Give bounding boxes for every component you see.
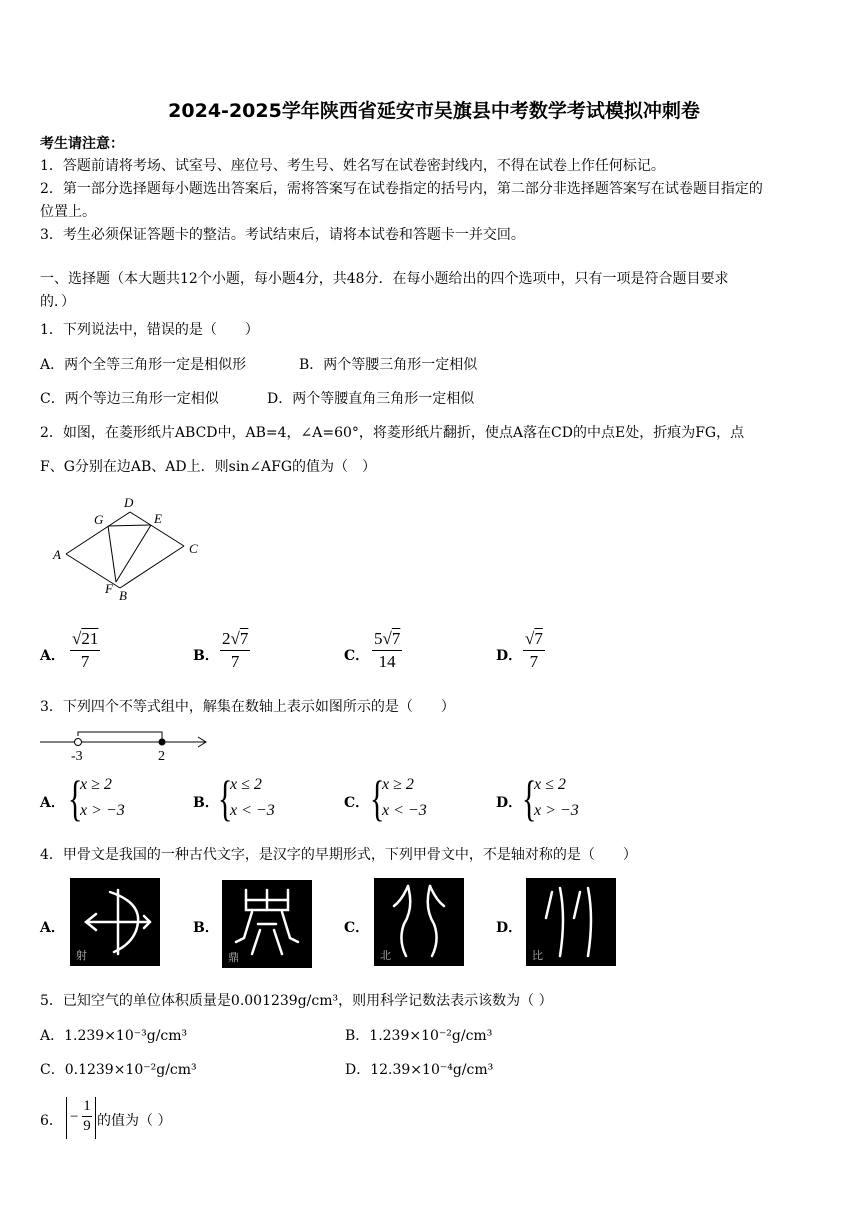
oracle-bone-ding-image [222, 880, 312, 968]
q2-a-denominator: 7 [80, 652, 90, 671]
q2-option-a[interactable]: A． [40, 648, 65, 664]
q6-denominator: 9 [83, 1118, 91, 1134]
notice-heading: 考生请注意： [40, 136, 124, 152]
fig-label-c: C [189, 541, 198, 556]
question-1-stem: 1．下列说法中，错误的是（ ） [40, 322, 259, 338]
q3-c-line1: x ≥ 2 [382, 776, 414, 793]
q2-c-denominator: 14 [378, 652, 396, 671]
q2-option-b[interactable]: B． [193, 648, 219, 664]
q6-minus: − [70, 1109, 79, 1125]
fig-label-f: F [105, 581, 113, 596]
open-point-icon [75, 739, 82, 746]
q3-b-line1: x ≤ 2 [230, 776, 262, 793]
q6-fraction [82, 1097, 92, 1136]
notice-item-2-cont: 位置上。 [40, 204, 96, 220]
oracle-caption-d: 比 [532, 949, 543, 962]
closed-point-icon [159, 739, 166, 746]
q1-option-c[interactable]: C．两个等边三角形一定相似 [40, 391, 219, 407]
q6-numerator: 1 [82, 1097, 92, 1117]
question-6-tail: 的值为（ ） [97, 1113, 172, 1129]
rhombus-figure [50, 492, 210, 604]
question-4-stem: 4．甲骨文是我国的一种古代文字，是汉字的早期形式，下列甲骨文中，不是轴对称的是（ ） [40, 847, 637, 863]
q3-option-b-system: { x ≤ 2 x < −3 [218, 770, 275, 826]
q3-c-line2: x < −3 [382, 802, 427, 819]
question-3-stem: 3．下列四个不等式组中，解集在数轴上表示如图所示的是（ ） [40, 699, 455, 715]
q3-a-line1: x ≥ 2 [80, 776, 112, 793]
q3-option-b[interactable]: B． [193, 795, 219, 811]
notice-item-2: 2．第一部分选择题每小题选出答案后，需将答案写在试卷指定的括号内，第二部分非选择题答案写在试卷题目指定的 [40, 181, 763, 197]
section-heading-cont: 的．） [40, 294, 75, 310]
q2-c-coef: 5 [374, 629, 383, 648]
axis-label-left: -3 [71, 749, 83, 764]
q2-b-radicand: 7 [239, 629, 249, 648]
q5-option-a[interactable]: A．1.239×10⁻³g/cm³ [40, 1028, 188, 1044]
notice-item-3: 3．考生必须保证答题卡的整洁。考试结束后，请将本试卷和答题卡一并交回。 [40, 227, 525, 243]
q3-option-d[interactable]: D． [496, 795, 523, 811]
oracle-bone-bi-image [526, 878, 616, 966]
section-heading: 一、选择题（本大题共12个小题，每小题4分，共48分．在每小题给出的四个选项中，只有一项是符合题目要求 [40, 271, 729, 287]
q3-option-a-system: { x ≥ 2 x > −3 [68, 770, 125, 826]
fig-label-b: B [119, 588, 127, 603]
q1-option-b[interactable]: B．两个等腰三角形一定相似 [299, 357, 478, 373]
fig-label-g: G [94, 512, 104, 527]
question-6-number: 6． [40, 1113, 63, 1129]
number-line [38, 722, 213, 764]
q2-b-denominator: 7 [230, 652, 240, 671]
notice-item-1: 1．答题前请将考场、试室号、座位号、考生号、姓名写在试卷密封线内，不得在试卷上作任何标记。 [40, 158, 665, 174]
q3-d-line2: x > −3 [534, 802, 579, 819]
oracle-caption-b: 鼎 [228, 951, 239, 964]
q3-d-line1: x ≤ 2 [534, 776, 566, 793]
q4-option-c[interactable]: C． [344, 920, 370, 936]
q3-option-d-system: { x ≤ 2 x > −3 [522, 770, 579, 826]
q5-option-d[interactable]: D．12.39×10⁻⁴g/cm³ [345, 1062, 494, 1078]
fig-label-d: D [124, 495, 134, 510]
question-2-stem: 2．如图，在菱形纸片ABCD中，AB=4，∠A=60°，将菱形纸片翻折，使点A落在CD的中点E处，折痕为FG，点 [40, 425, 745, 441]
page-title: 2024-2025学年陕西省延安市吴旗县中考数学考试模拟冲刺卷 [168, 100, 700, 122]
q3-option-c[interactable]: C． [344, 795, 370, 811]
fig-label-a: A [53, 547, 61, 562]
q2-d-radicand: 7 [534, 629, 543, 648]
q2-option-d-fraction: $\frac{√7}{7}$ [525, 629, 543, 671]
q2-c-radicand: 7 [391, 629, 401, 648]
oracle-caption-a: 射 [76, 949, 87, 962]
axis-label-right: 2 [158, 749, 165, 764]
q6-absolute-value [66, 1097, 96, 1139]
q3-a-line2: x > −3 [80, 802, 125, 819]
q2-b-coef: 2 [222, 629, 231, 648]
q1-option-d[interactable]: D．两个等腰直角三角形一定相似 [267, 391, 475, 407]
q2-a-radicand: 21 [81, 629, 99, 648]
q2-option-c-fraction: $\frac{5√7}{14}$ [374, 629, 401, 671]
q3-option-a[interactable]: A． [40, 795, 65, 811]
q2-d-denominator: 7 [529, 652, 539, 671]
question-2-stem-cont: F、G分别在边AB、AD上．则sin∠AFG的值为（ ） [40, 459, 377, 475]
q2-option-b-fraction: $\frac{2√7}{7}$ [222, 629, 249, 671]
q3-option-c-system: { x ≥ 2 x < −3 [370, 770, 427, 826]
q1-option-a[interactable]: A．两个全等三角形一定是相似形 [40, 357, 247, 373]
fig-label-e: E [154, 511, 162, 526]
q5-option-c[interactable]: C．0.1239×10⁻²g/cm³ [40, 1062, 197, 1078]
q4-option-d[interactable]: D． [496, 920, 523, 936]
oracle-bone-bei-image [374, 878, 464, 966]
q2-option-a-fraction: $\frac{√21}{7}$ [72, 629, 99, 671]
q5-option-b[interactable]: B．1.239×10⁻²g/cm³ [345, 1028, 493, 1044]
oracle-bone-she-image [70, 878, 160, 966]
q4-option-b[interactable]: B． [193, 920, 219, 936]
q4-option-a[interactable]: A． [40, 920, 65, 936]
q2-option-c[interactable]: C． [344, 648, 370, 664]
q3-b-line2: x < −3 [230, 802, 275, 819]
q2-option-d[interactable]: D． [496, 648, 523, 664]
question-5-stem: 5．已知空气的单位体积质量是0.001239g/cm³，则用科学记数法表示该数为（ ） [40, 993, 553, 1009]
oracle-caption-c: 北 [380, 949, 391, 962]
